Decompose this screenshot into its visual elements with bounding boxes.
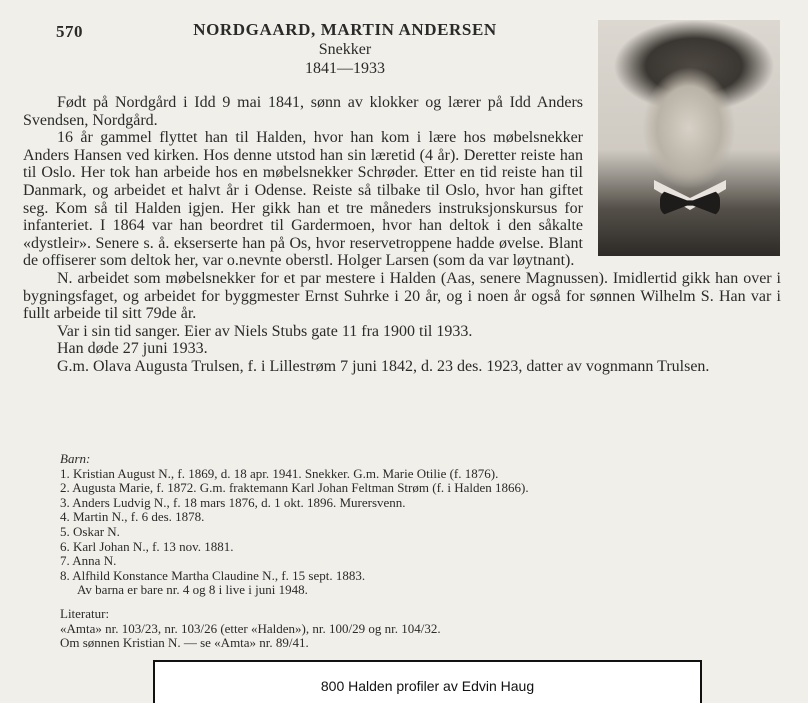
literature-line: «Amta» nr. 103/23, nr. 103/26 (etter «Halden»), nr. 100/29 og nr. 104/32. xyxy=(60,620,441,636)
literature-section xyxy=(60,607,720,651)
child-item: 7. Anna N. xyxy=(60,553,117,569)
child-item: 1. Kristian August N., f. 1869, d. 18 apr. 1941. Snekker. G.m. Marie Otilie (f. 1876). xyxy=(60,465,499,481)
paragraph-marriage: G.m. Olava Augusta Trulsen, f. i Lillestrøm 7 juni 1842, d. 23 des. 1923, datter av vognmann Trulsen. xyxy=(57,357,710,375)
biography-text xyxy=(23,94,781,376)
child-item: 5. Oskar N. xyxy=(60,523,120,539)
person-name: NORDGAARD, MARTIN ANDERSEN xyxy=(193,20,497,39)
child-item: 2. Augusta Marie, f. 1872. G.m. fraktemann Karl Johan Feltman Strøm (f. i Halden 1866). xyxy=(60,480,529,496)
occupation: Snekker xyxy=(318,41,372,58)
paragraph-death: Han døde 27 juni 1933. xyxy=(57,340,208,358)
paragraph-work: N. arbeidet som møbelsnekker for et par mestere i Halden (Aas, senere Magnussen). Imidlertid gikk han over i bygningsfaget, og arbeidet for byggmester Ernst Suhrke i 20 år, og i noen år også for sønnen Wilhelm S. Han var i fullt arbeide til sitt 79de år. xyxy=(23,269,781,323)
children-list xyxy=(60,452,720,598)
life-years: 1841—1933 xyxy=(305,60,385,77)
child-item: 4. Martin N., f. 6 des. 1878. xyxy=(60,509,205,525)
entry-header xyxy=(130,20,560,78)
paragraph-singer: Var i sin tid sanger. Eier av Niels Stubs gate 11 fra 1900 til 1933. xyxy=(57,322,473,340)
literature-line: Om sønnen Kristian N. — se «Amta» nr. 89/41. xyxy=(60,635,309,651)
children-note: Av barna er bare nr. 4 og 8 i live i juni 1948. xyxy=(77,582,308,598)
child-item: 3. Anders Ludvig N., f. 18 mars 1876, d. 1 okt. 1896. Murersvenn. xyxy=(60,494,406,510)
children-title: Barn: xyxy=(60,451,91,466)
caption-text: 800 Halden profiler av Edvin Haug xyxy=(320,678,535,694)
paragraph-career: 16 år gammel flyttet han til Halden, hvor han kom i lære hos møbelsnekker Anders Hansen ved kirken. Hos denne utstod han sin læretid (4 år). Deretter reiste han til Oslo. Her tok han arbeide hos en møbelsnekker Schrøder. Etter en tid reiste han til Danmark, og arbeidet et halvt år i Odense. Reiste så tilbake til Oslo, hvor han giftet seg. Kom så til Halden igjen. Her gikk han et tre måneders instruksjonskursus for infanteriet. I 1864 var han beordret til Gardermoen, hvor han deltok i den såkalte «dystleir». Senere s. å. ekserserte han på Os, hvor reservetroppene hadde øvelse. Blant de offiserer som deltok her, var o.nevnte oberstl. Holger Larsen (som da var løytnant). xyxy=(23,129,583,270)
page-number: 570 xyxy=(56,22,83,41)
child-item: 6. Karl Johan N., f. 13 nov. 1881. xyxy=(60,538,234,554)
literature-title: Literatur: xyxy=(60,606,110,621)
caption-box xyxy=(153,660,702,703)
child-item: 8. Alfhild Konstance Martha Claudine N., f. 15 sept. 1883. xyxy=(60,567,366,583)
paragraph-birth: Født på Nordgård i Idd 9 mai 1841, sønn av klokker og lærer på Idd Anders Svendsen, Nordgård. xyxy=(23,94,583,129)
